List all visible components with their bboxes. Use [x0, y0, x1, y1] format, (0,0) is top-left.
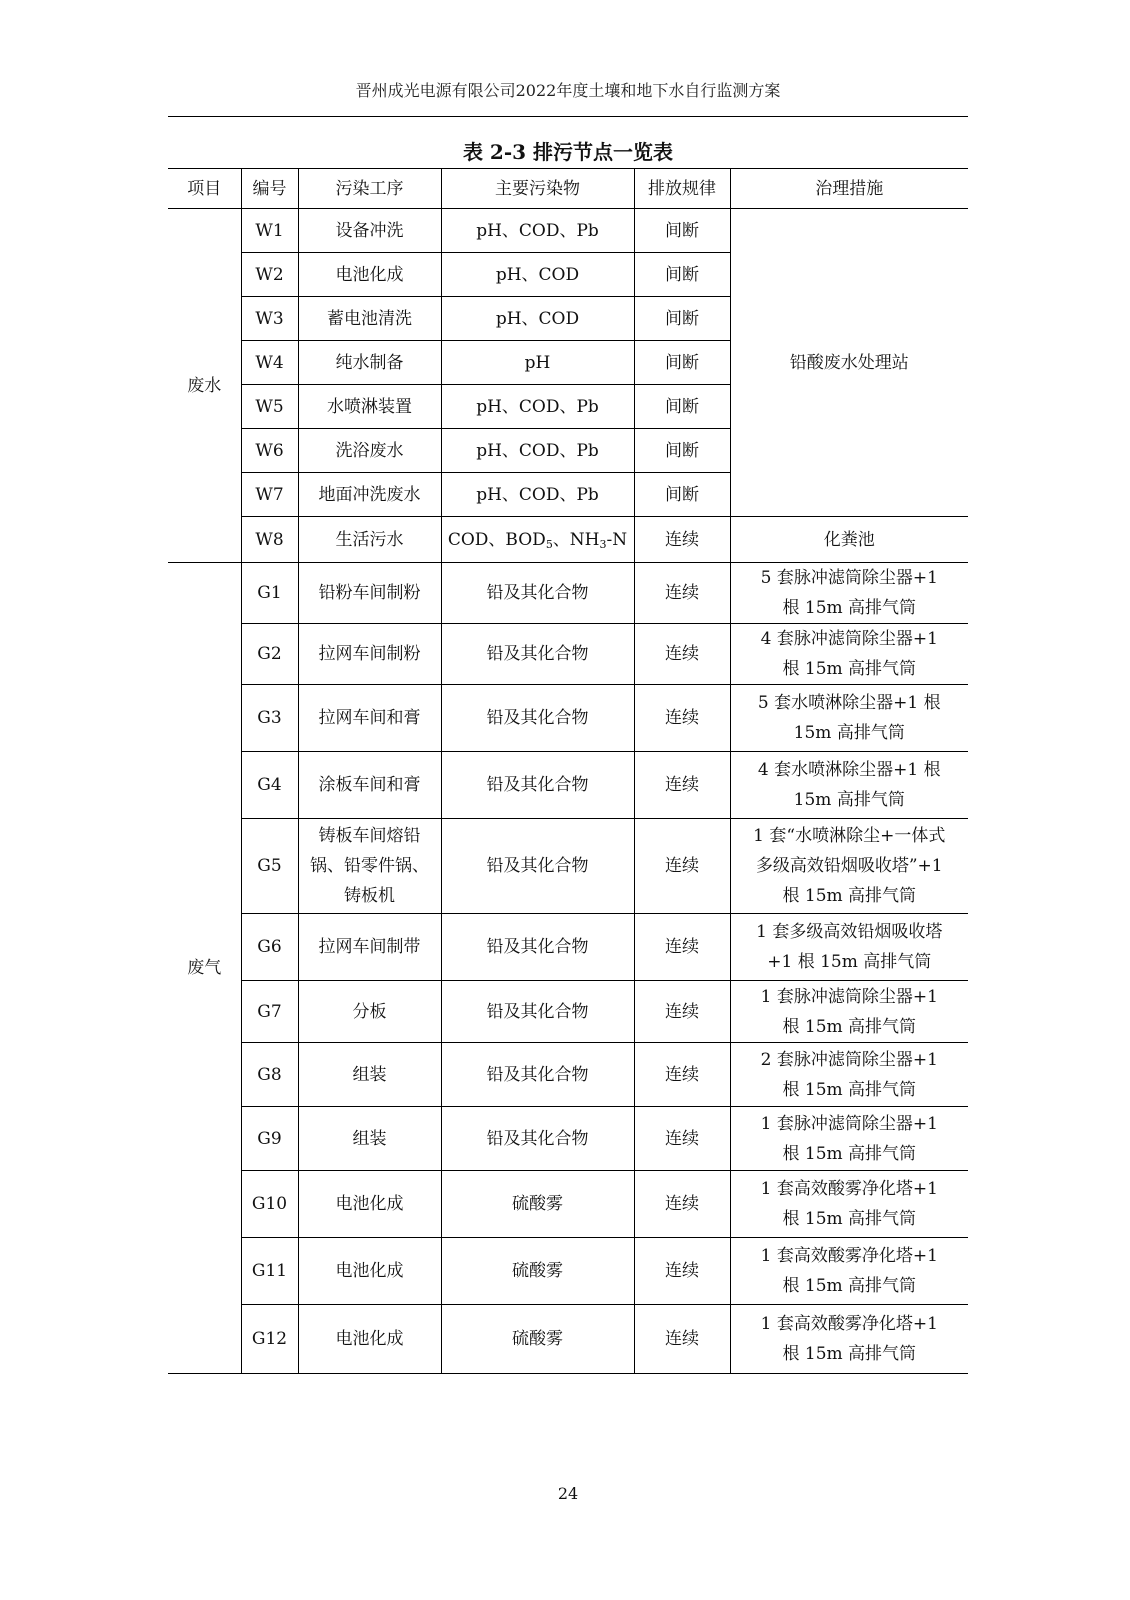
treatment-line: 2 套脉冲滤筒除尘器+1 — [760, 1049, 938, 1070]
treatment-line: 根 15m 高排气筒 — [782, 1209, 917, 1229]
pollutants: pH、COD、Pb — [441, 473, 634, 517]
treatment-line: 5 套水喷淋除尘器+1 根 — [757, 693, 941, 713]
process: 电池化成 — [298, 1238, 441, 1305]
node-id: G7 — [241, 981, 298, 1043]
discharge-pattern: 连续 — [634, 1107, 730, 1171]
category-wastewater: 废水 — [168, 209, 241, 563]
treatment-line: 根 15m 高排气筒 — [782, 1344, 917, 1364]
discharge-pattern: 连续 — [634, 1043, 730, 1107]
header-row — [168, 169, 968, 209]
node-id: G2 — [241, 624, 298, 685]
node-id: W4 — [241, 341, 298, 385]
table-row — [168, 1305, 968, 1374]
pollutants: 铅及其化合物 — [441, 819, 634, 914]
discharge-pattern: 连续 — [634, 819, 730, 914]
discharge-pattern: 连续 — [634, 914, 730, 981]
discharge-pattern: 连续 — [634, 624, 730, 685]
treatment — [730, 1107, 968, 1171]
treatment — [730, 1305, 968, 1374]
discharge-node-table — [168, 168, 968, 1374]
treatment — [730, 685, 968, 752]
table-row — [168, 1238, 968, 1305]
discharge-pattern: 间断 — [634, 429, 730, 473]
subscript: 3 — [599, 537, 607, 551]
process-line: 铸板车间熔铅 — [318, 826, 421, 846]
treatment-line: +1 根 15m 高排气筒 — [767, 952, 932, 972]
discharge-pattern: 间断 — [634, 253, 730, 297]
pollutants-text: COD、BOD — [447, 529, 546, 550]
pollutants: pH、COD、Pb — [441, 209, 634, 253]
node-id: W2 — [241, 253, 298, 297]
discharge-pattern: 间断 — [634, 209, 730, 253]
col-header-process: 污染工序 — [298, 169, 441, 209]
treatment-line: 4 套水喷淋除尘器+1 根 — [757, 760, 941, 780]
treatment-line: 1 套高效酸雾净化塔+1 — [760, 1179, 938, 1199]
table-row — [168, 1107, 968, 1171]
col-header-pattern: 排放规律 — [634, 169, 730, 209]
process: 设备冲洗 — [298, 209, 441, 253]
pollutants-text: 、NH — [552, 529, 600, 550]
col-header-pollutants: 主要污染物 — [441, 169, 634, 209]
node-id: W6 — [241, 429, 298, 473]
pollutants: pH — [441, 341, 634, 385]
treatment — [730, 624, 968, 685]
pollutants: pH、COD — [441, 297, 634, 341]
header-rule — [168, 116, 968, 117]
table-row — [168, 914, 968, 981]
treatment — [730, 914, 968, 981]
treatment-line: 1 套高效酸雾净化塔+1 — [760, 1246, 938, 1266]
process: 纯水制备 — [298, 341, 441, 385]
process: 水喷淋装置 — [298, 385, 441, 429]
discharge-pattern: 间断 — [634, 297, 730, 341]
process-line: 锅、铅零件锅、 — [310, 856, 429, 876]
discharge-pattern: 连续 — [634, 685, 730, 752]
pollutants: 铅及其化合物 — [441, 1107, 634, 1171]
process: 洗浴废水 — [298, 429, 441, 473]
col-header-item: 项目 — [168, 169, 241, 209]
pollutants: 硫酸雾 — [441, 1238, 634, 1305]
table-row — [168, 819, 968, 914]
discharge-pattern: 连续 — [634, 563, 730, 624]
pollutants: 铅及其化合物 — [441, 563, 634, 624]
table-title: 表 2-3 排污节点一览表 — [462, 140, 674, 164]
category-waste-gas: 废气 — [168, 563, 241, 1374]
process: 电池化成 — [298, 1171, 441, 1238]
page-header: 晋州成光电源有限公司2022年度土壤和地下水自行监测方案 — [355, 81, 781, 100]
treatment — [730, 563, 968, 624]
subscript: 5 — [545, 537, 553, 551]
table-row — [168, 1171, 968, 1238]
node-id: G1 — [241, 563, 298, 624]
pollutants: 铅及其化合物 — [441, 1043, 634, 1107]
treatment-line: 5 套脉冲滤筒除尘器+1 — [760, 568, 938, 588]
process: 拉网车间和膏 — [298, 685, 441, 752]
treatment-line: 根 15m 高排气筒 — [782, 659, 917, 679]
process: 铅粉车间制粉 — [298, 563, 441, 624]
table-row — [168, 209, 968, 253]
treatment: 化粪池 — [730, 517, 968, 563]
node-id: G9 — [241, 1107, 298, 1171]
process: 拉网车间制粉 — [298, 624, 441, 685]
treatment-line: 根 15m 高排气筒 — [782, 886, 917, 906]
node-id: W3 — [241, 297, 298, 341]
treatment-line: 1 套高效酸雾净化塔+1 — [760, 1314, 938, 1334]
treatment-line: 1 套脉冲滤筒除尘器+1 — [760, 1113, 938, 1134]
treatment-line: 1 套脉冲滤筒除尘器+1 — [760, 986, 938, 1007]
pollutants: 铅及其化合物 — [441, 624, 634, 685]
discharge-pattern: 连续 — [634, 1305, 730, 1374]
table-row — [168, 563, 968, 624]
process: 电池化成 — [298, 253, 441, 297]
pollutants: 硫酸雾 — [441, 1171, 634, 1238]
process: 组装 — [298, 1043, 441, 1107]
pollutants: 硫酸雾 — [441, 1305, 634, 1374]
page-number: 24 — [557, 1484, 579, 1503]
table-row — [168, 517, 968, 563]
process: 生活污水 — [298, 517, 441, 563]
node-id: G5 — [241, 819, 298, 914]
node-id: W7 — [241, 473, 298, 517]
treatment-line: 根 15m 高排气筒 — [782, 1016, 917, 1037]
process: 组装 — [298, 1107, 441, 1171]
table-row — [168, 624, 968, 685]
treatment-line: 15m 高排气筒 — [793, 790, 905, 810]
process: 分板 — [298, 981, 441, 1043]
node-id: W8 — [241, 517, 298, 563]
node-id: G10 — [241, 1171, 298, 1238]
discharge-pattern: 连续 — [634, 1171, 730, 1238]
process: 涂板车间和膏 — [298, 752, 441, 819]
treatment-line: 根 15m 高排气筒 — [782, 1079, 917, 1100]
discharge-pattern: 连续 — [634, 517, 730, 563]
node-id: G12 — [241, 1305, 298, 1374]
treatment — [730, 981, 968, 1043]
discharge-pattern: 连续 — [634, 1238, 730, 1305]
process: 拉网车间制带 — [298, 914, 441, 981]
treatment — [730, 819, 968, 914]
node-id: G6 — [241, 914, 298, 981]
discharge-pattern: 间断 — [634, 385, 730, 429]
process-line: 铸板机 — [344, 886, 395, 906]
pollutants: pH、COD、Pb — [441, 429, 634, 473]
node-id: G8 — [241, 1043, 298, 1107]
table-row — [168, 981, 968, 1043]
treatment-wastewater-station: 铅酸废水处理站 — [730, 209, 968, 517]
process: 蓄电池清洗 — [298, 297, 441, 341]
pollutants: 铅及其化合物 — [441, 981, 634, 1043]
pollutants: 铅及其化合物 — [441, 914, 634, 981]
node-id: G11 — [241, 1238, 298, 1305]
treatment-line: 4 套脉冲滤筒除尘器+1 — [760, 629, 938, 649]
discharge-pattern: 间断 — [634, 341, 730, 385]
discharge-pattern: 连续 — [634, 752, 730, 819]
treatment — [730, 752, 968, 819]
col-header-id: 编号 — [241, 169, 298, 209]
pollutants-text: -N — [606, 529, 628, 550]
process: 地面冲洗废水 — [298, 473, 441, 517]
table-row — [168, 752, 968, 819]
treatment-line: 1 套多级高效铅烟吸收塔 — [756, 922, 943, 942]
table-row — [168, 685, 968, 752]
treatment-line: 根 15m 高排气筒 — [782, 598, 917, 618]
node-id: G4 — [241, 752, 298, 819]
node-id: W5 — [241, 385, 298, 429]
table-row — [168, 1043, 968, 1107]
treatment-line: 根 15m 高排气筒 — [782, 1143, 917, 1164]
treatment-line: 根 15m 高排气筒 — [782, 1276, 917, 1296]
pollutants: 铅及其化合物 — [441, 752, 634, 819]
node-id: W1 — [241, 209, 298, 253]
node-id: G3 — [241, 685, 298, 752]
discharge-pattern: 连续 — [634, 981, 730, 1043]
treatment-line: 多级高效铅烟吸收塔”+1 — [755, 856, 943, 876]
pollutants: 铅及其化合物 — [441, 685, 634, 752]
discharge-pattern: 间断 — [634, 473, 730, 517]
pollutants — [441, 517, 634, 563]
pollutants: pH、COD — [441, 253, 634, 297]
process — [298, 819, 441, 914]
treatment-line: 1 套“水喷淋除尘+一体式 — [753, 826, 946, 846]
treatment-line: 15m 高排气筒 — [793, 723, 905, 743]
treatment — [730, 1043, 968, 1107]
treatment — [730, 1238, 968, 1305]
treatment — [730, 1171, 968, 1238]
pollutants: pH、COD、Pb — [441, 385, 634, 429]
col-header-treatment: 治理措施 — [730, 169, 968, 209]
process: 电池化成 — [298, 1305, 441, 1374]
